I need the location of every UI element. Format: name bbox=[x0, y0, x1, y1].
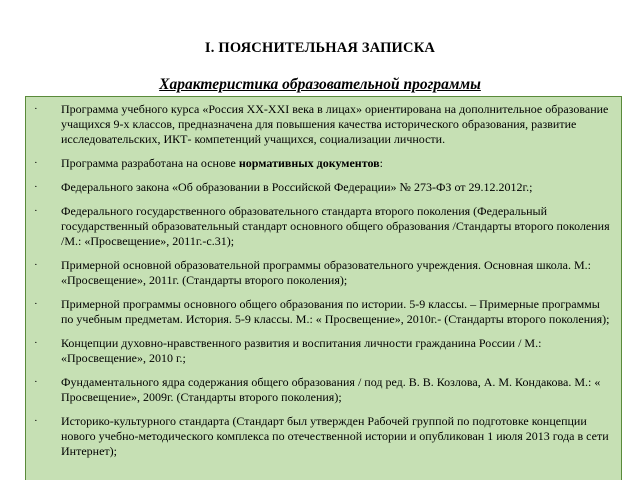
list-item-text-bold: нормативных документов bbox=[238, 156, 380, 170]
bullet-icon: · bbox=[34, 259, 38, 271]
list-item-text: Примерной основной образовательной программы образовательного учреждения. Основная школа. М.: «Просвещение», 2011г. (Стандарты второго поколения); bbox=[61, 258, 591, 287]
list-item bbox=[32, 336, 613, 366]
list-item-text: Концепции духовно-нравственного развития и воспитания личности гражданина России / М.: «Просвещение», 2010 г.; bbox=[61, 336, 542, 365]
list-item-text-lead: Программа разработана на основе bbox=[61, 156, 239, 170]
bullet-icon: · bbox=[34, 181, 38, 193]
bullet-icon: · bbox=[34, 337, 38, 349]
list-item-text: Фундаментального ядра содержания общего образования / под ред. В. В. Козлова, А. М. Кондакова. М.: « Просвещение», 2009г. (Стандарты второго поколения); bbox=[61, 375, 601, 404]
list-item bbox=[32, 180, 613, 195]
list-item-text: Историко-культурного стандарта (Стандарт был утвержден Рабочей группой по подготовке концепции нового учебно-методического комплекса по отечественной истории и опубликован 1 июля 2013 года в сети Интернет); bbox=[61, 414, 609, 458]
list-item-text: Примерной программы основного общего образования по истории. 5-9 классы. – Примерные программы по учебным предметам. История. 5-9 классы. М.: « Просвещение», 2010г.- (Стандарты второго поколения); bbox=[61, 297, 610, 326]
list-item-text: Федерального государственного образовательного стандарта второго поколения (Федеральный государственный образовательный стандарт основного общего образования /Стандарты второго поколения /М.: «Просвещение», 2011г.-с.31); bbox=[61, 204, 610, 248]
document-heading: I. ПОЯСНИТЕЛЬНАЯ ЗАПИСКА bbox=[204, 40, 436, 56]
content-panel bbox=[25, 96, 622, 480]
list-item-text-tail: : bbox=[379, 156, 383, 170]
list-item-text: Федерального закона «Об образовании в Российской Федерации» № 273-ФЗ от 29.12.2012г.; bbox=[61, 180, 533, 194]
list-item bbox=[32, 156, 613, 171]
list-item bbox=[32, 102, 613, 147]
list-item bbox=[32, 414, 613, 459]
bullet-icon: · bbox=[34, 376, 38, 388]
list-item bbox=[32, 375, 613, 405]
list-item-text bbox=[61, 156, 383, 170]
list-item bbox=[32, 204, 613, 249]
bullet-icon: · bbox=[34, 205, 38, 217]
document-subheading: Характеристика образовательной программы bbox=[159, 76, 481, 93]
bullet-icon: · bbox=[34, 298, 38, 310]
list-item-text: Программа учебного курса «Россия XX-XXI века в лицах» ориентирована на дополнительное образование учащихся 9-х классов, предназначена для повышения качества исторического образования, развитие исследовательских, ИКТ- компетенций учащихся, социализации личности. bbox=[61, 102, 609, 146]
list-item bbox=[32, 297, 613, 327]
bullet-icon: · bbox=[34, 157, 38, 169]
requirements-list bbox=[26, 97, 621, 459]
bullet-icon: · bbox=[34, 103, 38, 115]
list-item bbox=[32, 258, 613, 288]
bullet-icon: · bbox=[34, 415, 38, 427]
